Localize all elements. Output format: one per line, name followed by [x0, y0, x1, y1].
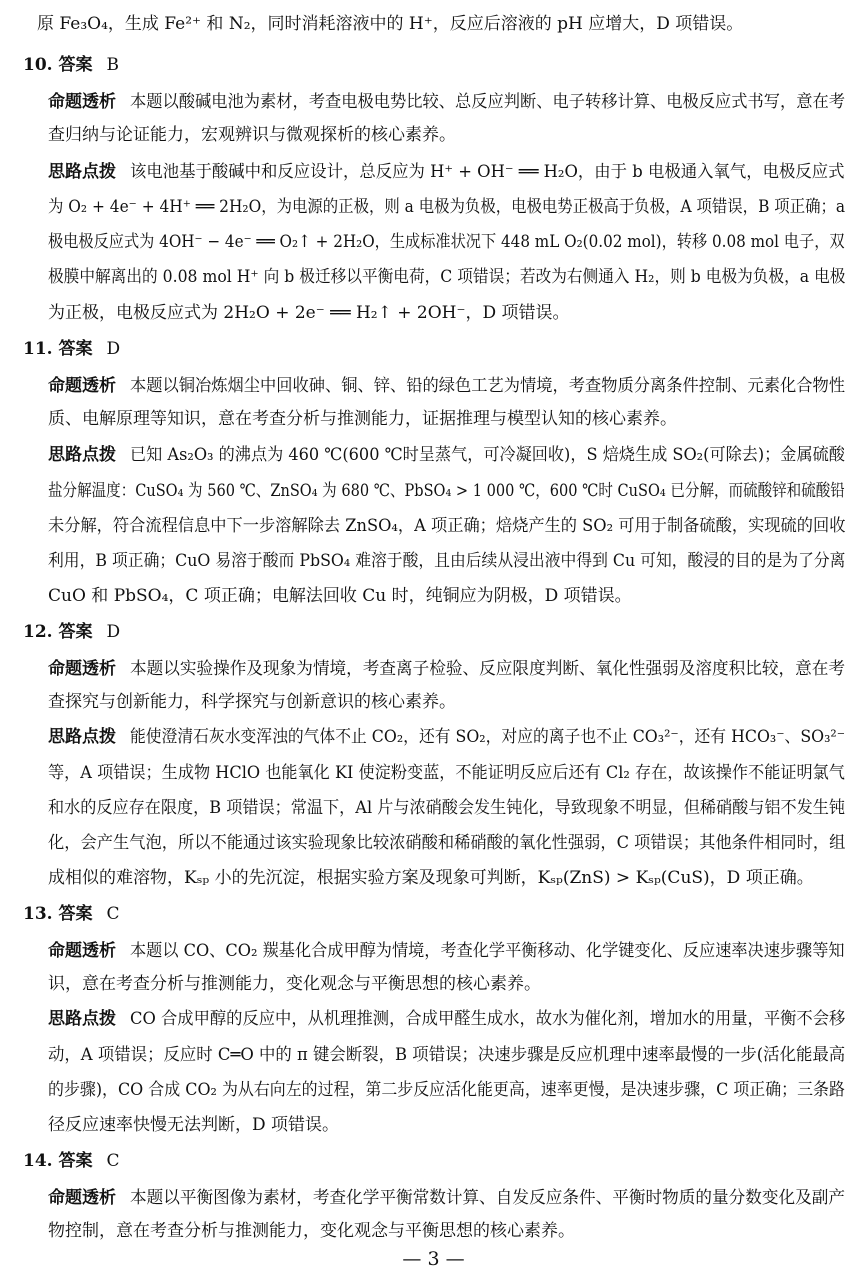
text-line: 极电极反应式为 4OH⁻ − 4e⁻ ══ O₂↑ + 2H₂O，生成标准状况下 448 mL O₂(0.02 mol)，转移 0.08 mol 电子，双 [48, 232, 845, 252]
section-label: 思路点拨 [48, 1009, 116, 1029]
answer-heading [23, 1151, 120, 1171]
text-line: 本题以平衡图像为素材，考查化学平衡常数计算、自发反应条件、平衡时物质的量分数变化及副产 [130, 1188, 845, 1208]
answer-heading [23, 904, 120, 924]
answer-letter: D [106, 339, 121, 359]
answer-letter: C [106, 904, 120, 924]
section-label: 思路点拨 [48, 445, 116, 465]
section-label: 命题透析 [48, 376, 116, 396]
text-line: 等，A 项错误；生成物 HClO 也能氧化 KI 使淀粉变蓝，不能证明反应后还有 Cl₂ 存在，故该操作不能证明氯气 [48, 763, 845, 783]
section-label: 思路点拨 [48, 162, 116, 182]
answer-number: 11. 答案 [23, 339, 93, 359]
answer-number: 14. 答案 [23, 1151, 93, 1171]
answer-heading [23, 622, 120, 642]
text-line: 查归纳与论证能力，宏观辨识与微观探析的核心素养。 [48, 125, 456, 145]
answer-heading [23, 55, 119, 75]
answer-heading [23, 339, 120, 359]
text-line: 径反应速率快慢无法判断，D 项错误。 [48, 1115, 340, 1135]
text-line: 动，A 项错误；反应时 C═O 中的 π 键会断裂，B 项错误；决速步骤是反应机理中速率最慢的一步(活化能最高 [48, 1045, 846, 1065]
page-number: — 3 — [402, 1248, 465, 1270]
text-line: 为 O₂ + 4e⁻ + 4H⁺ ══ 2H₂O，为电源的正极，则 a 电极为负极，电极电势正极高于负极，A 项错误，B 项正确；a [48, 197, 846, 217]
text-line: 本题以铜冶炼烟尘中回收砷、铜、锌、铅的绿色工艺为情境，考查物质分离条件控制、元素化合物性 [130, 376, 846, 396]
text-line: 查探究与创新能力，科学探究与创新意识的核心素养。 [48, 692, 456, 712]
text-line: 能使澄清石灰水变浑浊的气体不止 CO₂，还有 SO₂，对应的离子也不止 CO₃²⁻，还有 HCO₃⁻、SO₃²⁻ [130, 727, 846, 747]
section-label: 思路点拨 [48, 727, 116, 747]
text-line: 为正极，电极反应式为 2H₂O + 2e⁻ ══ H₂↑ + 2OH⁻，D 项错误。 [48, 303, 570, 323]
text-line: 该电池基于酸碱中和反应设计，总反应为 H⁺ + OH⁻ ══ H₂O，由于 b 电极通入氧气，电极反应式 [130, 162, 845, 182]
text-line: 的步骤)，CO 合成 CO₂ 为从右向左的过程，第二步反应活化能更高，速率更慢，是决速步骤，C 项正确；三条路 [48, 1080, 845, 1100]
text-line: 本题以 CO、CO₂ 羰基化合成甲醇为情境，考查化学平衡移动、化学键变化、反应速率决速步骤等知 [130, 941, 845, 961]
text-line: 原 Fe₃O₄，生成 Fe²⁺ 和 N₂，同时消耗溶液中的 H⁺，反应后溶液的 pH 应增大，D 项错误。 [37, 14, 744, 34]
text-line: 识，意在考查分析与推测能力，变化观念与平衡思想的核心素养。 [48, 974, 541, 994]
text-line: CO 合成甲醇的反应中，从机理推测，合成甲醛生成水，故水为催化剂，增加水的用量，平衡不会移 [130, 1009, 846, 1029]
text-line: 已知 As₂O₃ 的沸点为 460 ℃(600 ℃时呈蒸气，可冷凝回收)，S 焙烧生成 SO₂(可除去)；金属硫酸 [130, 445, 845, 465]
text-line: 极膜中解离出的 0.08 mol H⁺ 向 b 极迁移以平衡电荷，C 项错误；若改为右侧通入 H₂，则 b 电极为负极，a 电极 [48, 267, 846, 287]
text-line: 本题以实验操作及现象为情境，考查离子检验、反应限度判断、氧化性强弱及溶度积比较，意在考 [130, 659, 845, 679]
text-line: 物控制，意在考查分析与推测能力，变化观念与平衡思想的核心素养。 [48, 1221, 575, 1241]
section-label: 命题透析 [48, 92, 116, 112]
text-line: 本题以酸碱电池为素材，考查电极电势比较、总反应判断、电子转移计算、电极反应式书写，意在考 [130, 92, 846, 112]
answer-letter: B [106, 55, 119, 75]
text-line: 未分解，符合流程信息中下一步溶解除去 ZnSO₄，A 项正确；焙烧产生的 SO₂ 可用于制备硫酸，实现硫的回收 [48, 516, 846, 536]
text-line: 化，会产生气泡，所以不能通过该实验现象比较浓硝酸和稀硝酸的氧化性强弱，C 项错误；其他条件相同时，组 [48, 833, 846, 853]
section-label: 命题透析 [48, 941, 116, 961]
section-label: 命题透析 [48, 659, 116, 679]
text-line: 质、电解原理等知识，意在考查分析与推测能力，证据推理与模型认知的核心素养。 [48, 409, 677, 429]
answer-letter: D [106, 622, 121, 642]
section-label: 命题透析 [48, 1188, 116, 1208]
text-line: CuO 和 PbSO₄，C 项正确；电解法回收 Cu 时，纯铜应为阴极，D 项错误。 [48, 586, 632, 606]
answer-letter: C [106, 1151, 120, 1171]
text-line: 成相似的难溶物，Kₛₚ 小的先沉淀，根据实验方案及现象可判断，Kₛₚ(ZnS) > Kₛₚ(CuS)，D 项正确。 [48, 868, 814, 888]
text-line: 和水的反应存在限度，B 项错误；常温下，Al 片与浓硝酸会发生钝化，导致现象不明显，但稀硝酸与铝不发生钝 [48, 798, 846, 818]
text-line: 利用，B 项正确；CuO 易溶于酸而 PbSO₄ 难溶于酸，且由后续从浸出液中得到 Cu 可知，酸浸的目的是为了分离 [48, 551, 846, 571]
answer-number: 10. 答案 [23, 55, 93, 75]
answer-number: 13. 答案 [23, 904, 93, 924]
text-line: 盐分解温度：CuSO₄ 为 560 ℃、ZnSO₄ 为 680 ℃、PbSO₄ > 1 000 ℃，600 ℃时 CuSO₄ 已分解，而硫酸锌和硫酸铅 [48, 481, 845, 501]
answer-number: 12. 答案 [23, 622, 93, 642]
